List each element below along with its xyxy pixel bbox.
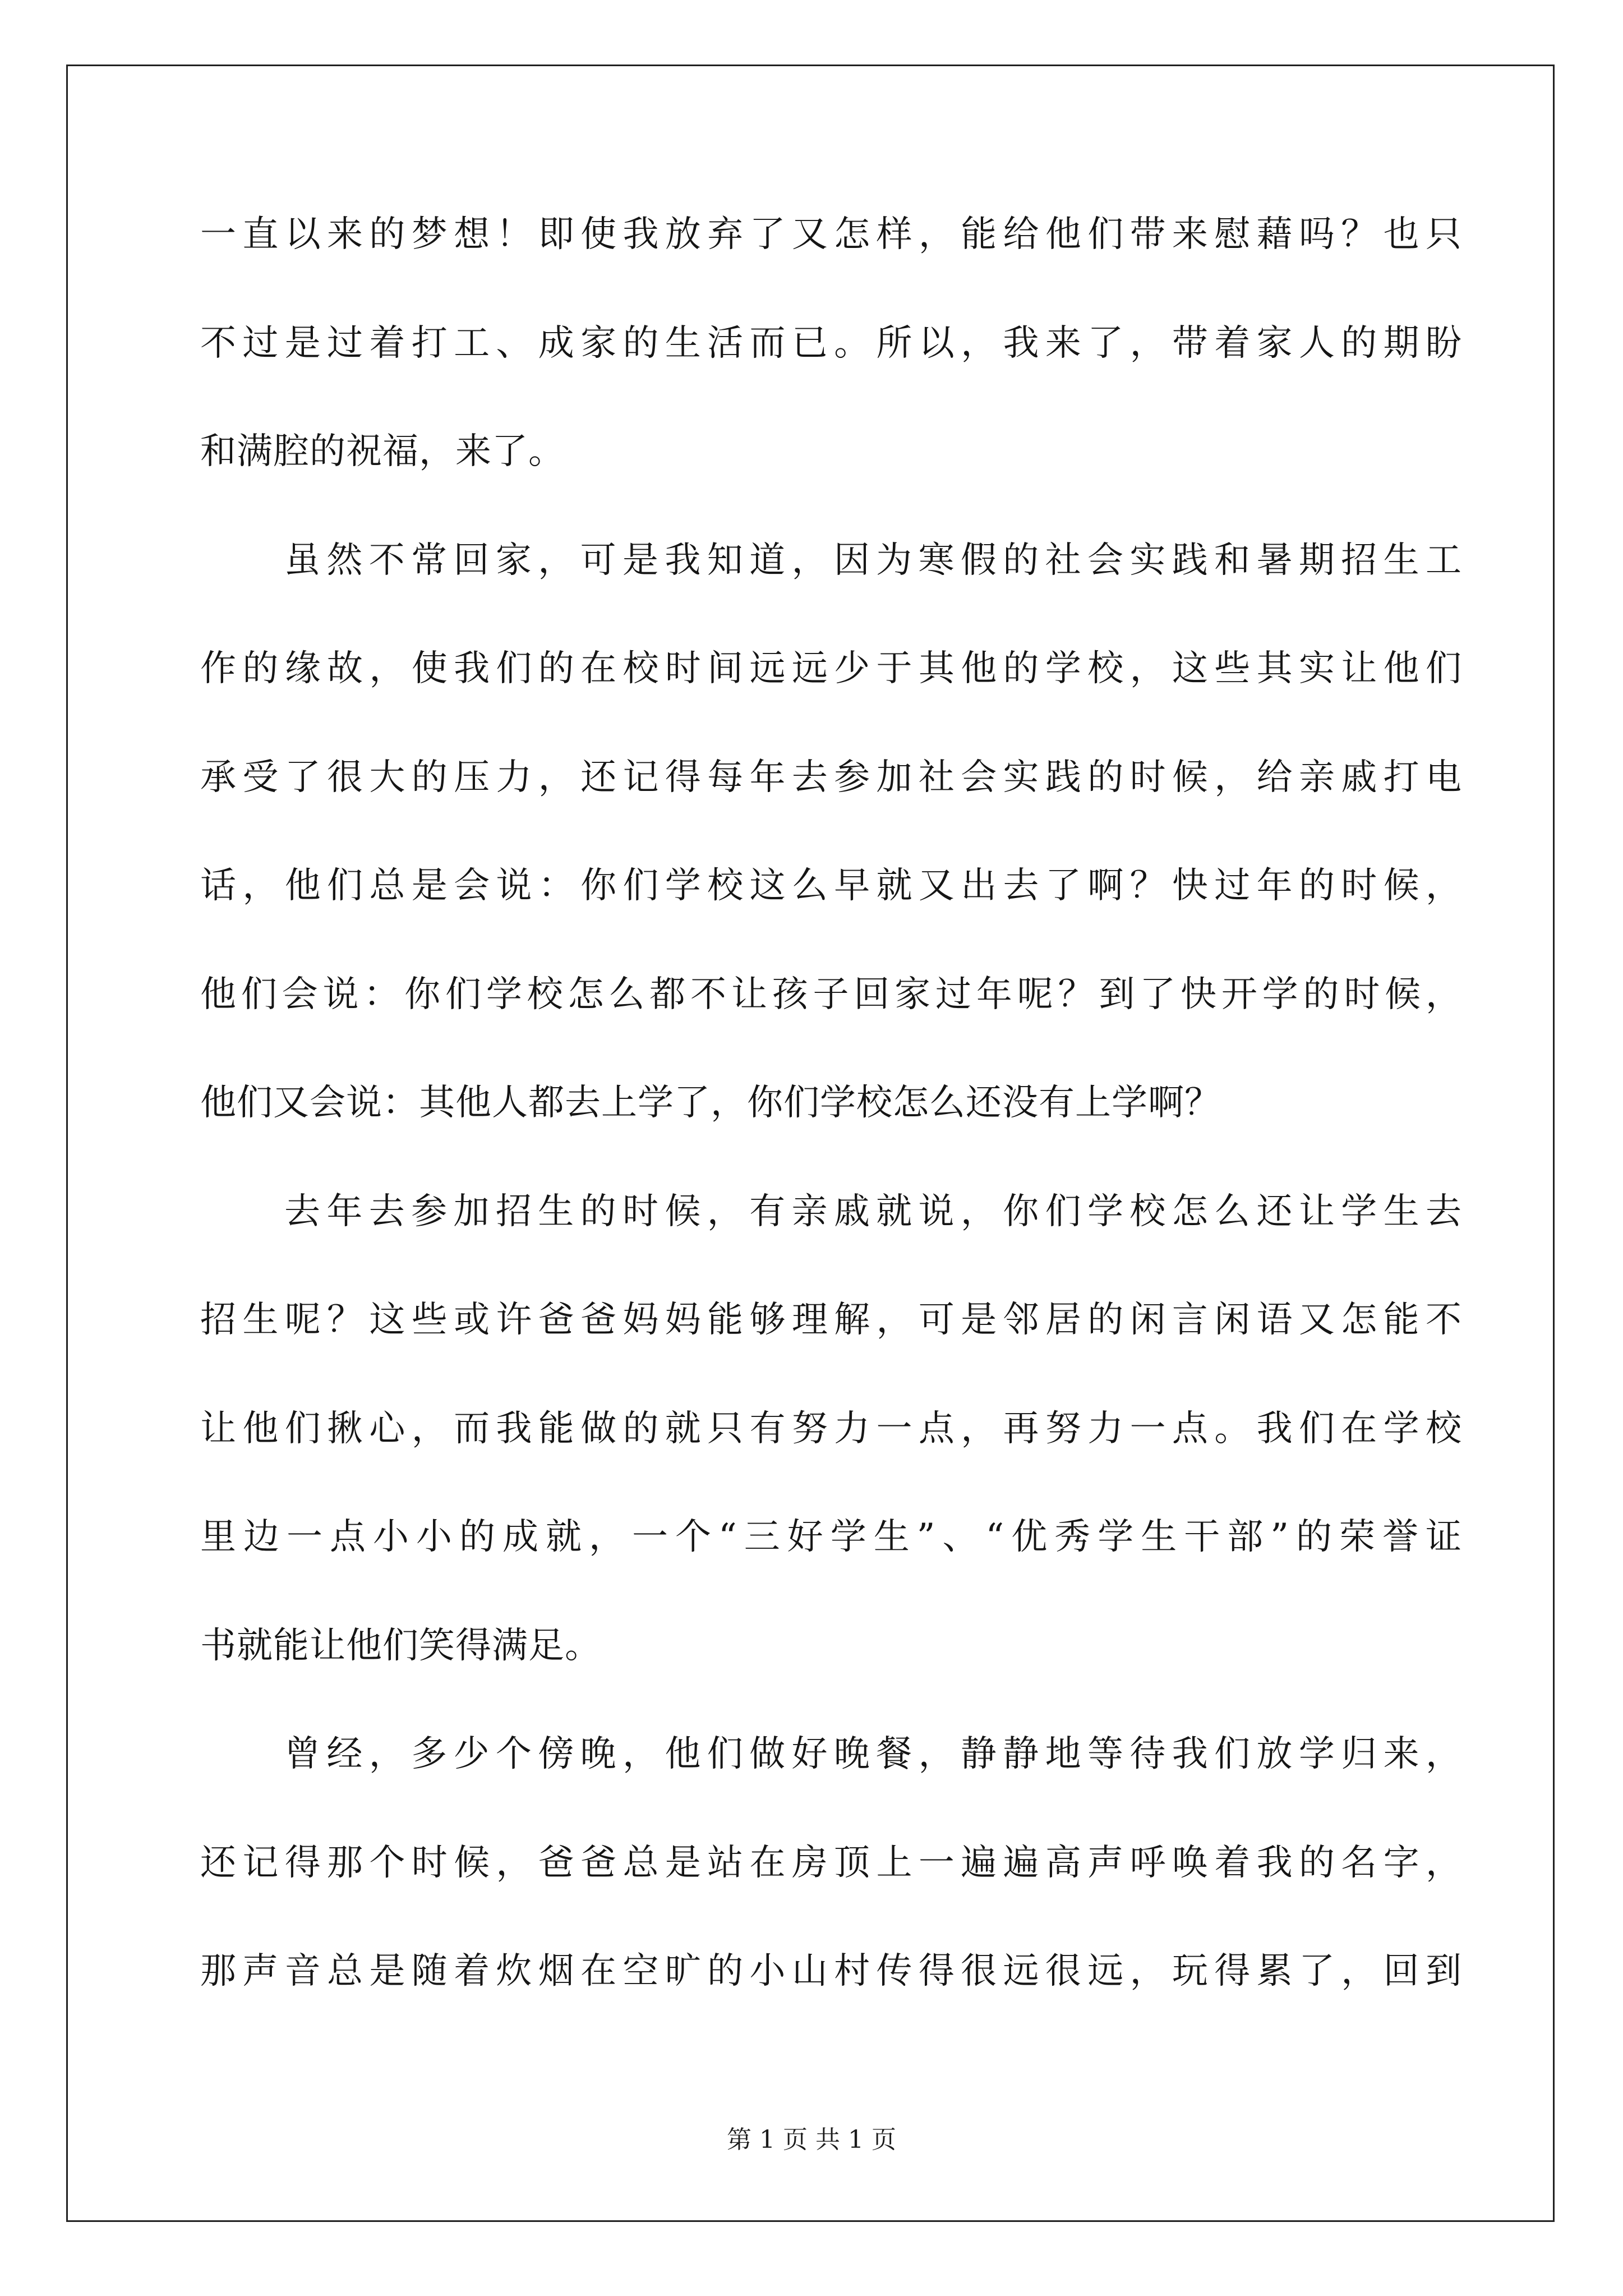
text-line: 话，他们总是会说：你们学校这么早就又出去了啊？快过年的时候， (200, 865, 1462, 907)
text-line: 他们会说：你们学校怎么都不让孩子回家过年呢？到了快开学的时候， (200, 973, 1462, 1015)
text-line: 让他们揪心，而我能做的就只有努力一点，再努力一点。我们在学校 (200, 1407, 1462, 1450)
text-line: 一直以来的梦想！即使我放弃了又怎样，能给他们带来慰藉吗？也只 (200, 214, 1462, 255)
text-line: 曾经，多少个傍晚，他们做好晚餐，静静地等待我们放学归来， (284, 1733, 1462, 1775)
text-line: 他们又会说：其他人都去上学了，你们学校怎么还没有上学啊？ (200, 1082, 1221, 1124)
text-line: 不过是过着打工、成家的生活而已。所以，我来了，带着家人的期盼 (200, 322, 1462, 364)
text-line: 那声音总是随着炊烟在空旷的小山村传得很远很远，玩得累了，回到 (200, 1950, 1462, 1992)
document-body (200, 215, 1462, 2060)
text-line: 书就能让他们笑得满足。 (200, 1625, 601, 1667)
text-line: 和满腔的祝福，来了。 (200, 431, 565, 472)
text-line: 招生呢？这些或许爸爸妈妈能够理解，可是邻居的闲言闲语又怎能不 (200, 1299, 1462, 1341)
text-line: 去年去参加招生的时候，有亲戚就说，你们学校怎么还让学生去 (284, 1190, 1462, 1232)
page-number-footer: 第 1 页 共 1 页 (727, 2125, 896, 2154)
text-line: 虽然不常回家，可是我知道，因为寒假的社会实践和暑期招生工 (284, 539, 1462, 581)
text-line: 承受了很大的压力，还记得每年去参加社会实践的时候，给亲戚打电 (200, 756, 1462, 798)
text-line: 里边一点小小的成就，一个“三好学生”、“优秀学生干部”的荣誉证 (200, 1516, 1462, 1558)
text-line: 作的缘故，使我们的在校时间远远少于其他的学校，这些其实让他们 (200, 648, 1462, 689)
text-line: 还记得那个时候，爸爸总是站在房顶上一遍遍高声呼唤着我的名字， (200, 1842, 1462, 1884)
